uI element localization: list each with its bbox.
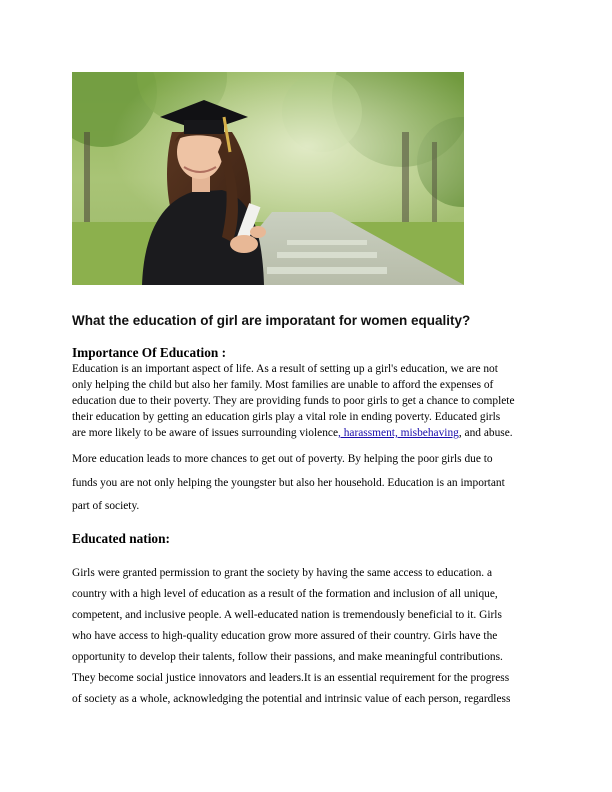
paragraph-line: who have access to high-quality education grow more assured of their country. Girls have the: [72, 630, 498, 642]
section-heading-importance: Importance Of Education :: [72, 345, 227, 360]
paragraph-line: country with a high level of education as a result of the formation and inclusion of all unique,: [72, 588, 498, 600]
paragraph-line: of society as a whole, acknowledging the potential and intrinsic value of each person, regardless: [72, 693, 511, 705]
paragraph-text: , and abuse.: [458, 427, 513, 439]
paragraph-line: only helping the child but also her family. Most families are unable to afford the expenses of: [72, 379, 494, 391]
paragraph-line-with-link: [72, 425, 542, 441]
importance-paragraph-2: [72, 448, 542, 519]
harassment-misbehaving-link[interactable]: , harassment, misbehaving: [338, 427, 459, 439]
section-heading-educated-nation: Educated nation:: [72, 531, 170, 546]
importance-paragraph-1: [72, 361, 542, 441]
paragraph-line: They become social justice innovators and leaders.It is an essential requirement for the progress: [72, 672, 510, 684]
main-heading: What the education of girl are imporatant for women equality?: [72, 313, 471, 328]
educated-nation-paragraph: [72, 563, 542, 710]
paragraph-line: funds you are not only helping the youngster but also her household. Education is an important: [72, 476, 505, 489]
paragraph-line: Girls were granted permission to grant the society by having the same access to education. a: [72, 567, 493, 579]
graduate-photo-illustration: [72, 72, 464, 285]
paragraph-line: part of society.: [72, 500, 140, 512]
paragraph-line: opportunity to develop their talents, follow their passions, and make meaningful contributions.: [72, 651, 503, 663]
paragraph-line: education due to their poverty. They are providing funds to poor girls to get a chance to complete: [72, 395, 515, 407]
paragraph-line: competent, and inclusive people. A well-educated nation is tremendously beneficial to it. Girls: [72, 609, 502, 621]
paragraph-line: Education is an important aspect of life. As a result of setting up a girl's education, we are not: [72, 363, 498, 375]
paragraph-text: are more likely to be aware of issues surrounding violence: [72, 427, 339, 439]
graduate-girl-photo: [72, 72, 464, 285]
paragraph-line: their education by getting an education girls play a vital role in ending poverty. Educated girls: [72, 411, 501, 423]
paragraph-line: More education leads to more chances to get out of poverty. By helping the poor girls due to: [72, 453, 493, 465]
